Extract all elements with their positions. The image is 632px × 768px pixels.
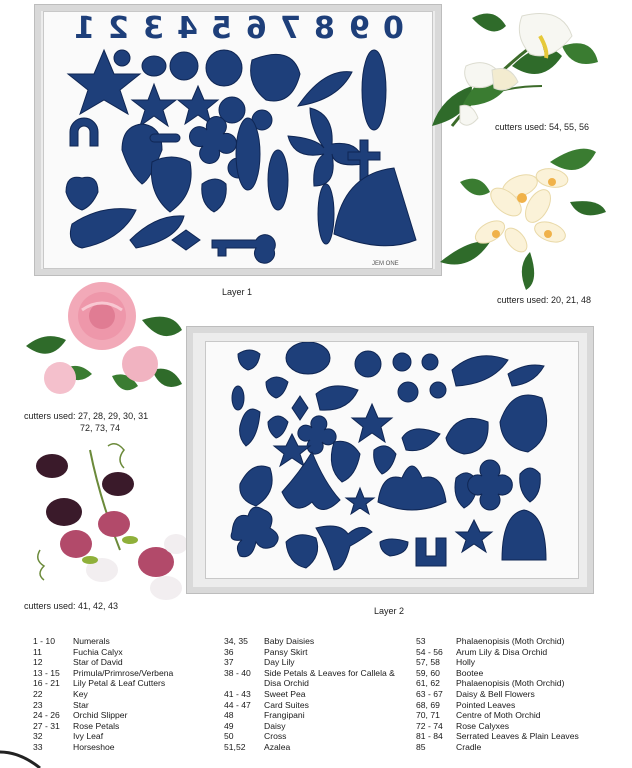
legend-description: Frangipani xyxy=(264,710,305,721)
legend-row xyxy=(33,710,173,721)
cutter-l2-cradle xyxy=(502,510,546,560)
legend-description: Holly xyxy=(456,657,476,668)
legend-row xyxy=(416,742,579,753)
legend-number: 36 xyxy=(224,646,234,657)
cutter-l2-c xyxy=(355,351,381,377)
cutter-bell xyxy=(202,179,227,212)
numeral-cutter: 9 xyxy=(348,11,370,46)
legend-row xyxy=(416,700,579,711)
numeral-row xyxy=(74,12,404,46)
legend-description: Centre of Moth Orchid xyxy=(456,710,541,721)
legend-description: Disa Orchid xyxy=(264,678,309,689)
legend-row xyxy=(224,721,395,732)
numeral-cutter: 4 xyxy=(177,11,198,46)
cutter-l2-dd xyxy=(380,539,408,556)
legend-row xyxy=(224,689,395,700)
legend-description: Side Petals & Leaves for Callela & xyxy=(264,667,395,678)
cutter-l2-clover xyxy=(231,507,278,557)
legend-description: Serrated Leaves & Plain Leaves xyxy=(456,731,579,742)
cutter-l2-i xyxy=(232,386,244,410)
cutter-horseshoe xyxy=(70,118,98,146)
legend-row xyxy=(33,731,173,742)
cutter-l2-r xyxy=(446,418,488,454)
legend-description: Fuchia Calyx xyxy=(73,646,123,657)
cutter-l2-q xyxy=(402,429,440,451)
legend-description: Daisy & Bell Flowers xyxy=(456,688,535,699)
cutter-l2-star4 xyxy=(456,520,492,552)
cutter-l2-n xyxy=(240,409,260,446)
frangipani-image xyxy=(430,142,610,292)
legend-number xyxy=(224,678,264,689)
legend-description: Lily Petal & Leaf Cutters xyxy=(73,678,166,689)
legend-number: 54 - 56 xyxy=(416,646,443,657)
legend-row xyxy=(224,678,395,689)
legend-number: 34, 35 xyxy=(224,636,248,646)
legend-description: Cradle xyxy=(456,741,482,752)
legend-number: 63 - 67 xyxy=(416,688,443,699)
legend-row xyxy=(224,636,395,647)
cutter-l2-v xyxy=(240,466,272,506)
cutter-l2-bootee xyxy=(416,538,446,566)
legend-description: Star of David xyxy=(73,657,123,668)
legend-description: Phalaenopisis (Moth Orchid) xyxy=(456,636,565,646)
layer-2-cutters xyxy=(212,342,572,578)
legend-description: Star xyxy=(73,699,89,710)
numeral-cutter: 1 xyxy=(74,11,95,46)
cutter-oval xyxy=(142,56,166,76)
sweet-pea-image xyxy=(30,440,190,600)
legend-description: Bootee xyxy=(456,667,484,678)
legend-description: Daisy xyxy=(264,720,286,731)
cutter-leaf-a xyxy=(236,118,260,190)
cutter-leaf-b xyxy=(268,150,288,210)
cutter-l2-bb xyxy=(286,535,318,568)
legend-number: 24 - 26 xyxy=(33,710,60,721)
legend-row xyxy=(224,731,395,742)
legend-description: Horseshoe xyxy=(73,741,115,752)
tray-brand-label: JEM ONE xyxy=(372,261,399,267)
legend-row xyxy=(33,700,173,711)
layer-2-label: Layer 2 xyxy=(374,606,405,616)
cutter-l2-o xyxy=(268,416,288,438)
legend-number: 23 xyxy=(33,699,43,710)
cutter-l2-s xyxy=(500,395,547,452)
legend-row xyxy=(416,721,579,732)
cutter-l2-f xyxy=(452,356,508,386)
legend-number: 59, 60 xyxy=(416,667,440,678)
cutter-l2-star3 xyxy=(346,488,374,514)
legend-number: 27 - 31 xyxy=(33,720,60,731)
cutter-round xyxy=(170,52,198,80)
legend-description: Ivy Leaf xyxy=(73,731,104,742)
corner-decoration xyxy=(0,748,60,768)
sweet-pea-caption: cutters used: 41, 42, 43 xyxy=(24,601,119,611)
legend-description: Cross xyxy=(264,731,287,742)
numeral-cutter: 5 xyxy=(211,11,233,46)
cutter-star-small xyxy=(132,84,176,126)
legend-number: 16 - 21 xyxy=(33,678,60,689)
numeral-cutter: 2 xyxy=(108,11,130,46)
legend-row xyxy=(416,689,579,700)
legend-description: Rose Petals xyxy=(73,720,120,731)
legend-description: Pointed Leaves xyxy=(456,699,516,710)
legend-row xyxy=(33,721,173,732)
legend-number: 44 - 47 xyxy=(224,699,251,710)
legend-number: 37 xyxy=(224,657,234,668)
legend-number: 41 - 43 xyxy=(224,688,251,699)
legend-row xyxy=(224,668,395,679)
legend-row xyxy=(416,668,579,679)
cutter-diamond xyxy=(172,230,200,250)
calla-lily-image xyxy=(422,6,602,156)
legend-column-2 xyxy=(224,636,395,753)
cutter-shield xyxy=(151,157,191,212)
legend-row xyxy=(224,657,395,668)
cutter-l2-l xyxy=(316,386,358,410)
legend-row xyxy=(224,647,395,658)
rose-caption-line2: 72, 73, 74 xyxy=(80,423,121,433)
legend-row xyxy=(33,657,173,668)
legend-number: 57, 58 xyxy=(416,657,440,668)
rose-image xyxy=(22,280,188,410)
legend-description: Numerals xyxy=(73,636,110,646)
cutter-slipper xyxy=(334,168,416,246)
legend-number: 22 xyxy=(33,688,43,699)
legend-description: Primula/Primrose/Verbena xyxy=(73,667,174,678)
cutter-l2-cc xyxy=(316,526,372,570)
legend-row xyxy=(224,710,395,721)
cutter-round-large xyxy=(206,50,242,86)
cutter-l2-aa xyxy=(520,468,541,502)
cutter-l2-k xyxy=(430,382,446,398)
legend-row xyxy=(416,731,579,742)
legend-number: 1 - 10 xyxy=(33,636,55,646)
cutter-heart xyxy=(66,177,98,210)
legend-row xyxy=(416,636,579,647)
legend-row xyxy=(416,657,579,668)
legend-number: 38 - 40 xyxy=(224,667,251,678)
legend-number: 33 xyxy=(33,741,43,752)
legend-row xyxy=(33,678,173,689)
legend-description: Orchid Slipper xyxy=(73,710,128,721)
legend-description: Pansy Skirt xyxy=(264,646,308,657)
legend-number: 81 - 84 xyxy=(416,731,443,742)
cutter-l2-x xyxy=(378,466,446,510)
legend-row xyxy=(416,647,579,658)
legend-number: 51,52 xyxy=(224,741,246,752)
cutter-l2-d xyxy=(393,353,411,371)
legend-description: Day Lily xyxy=(264,657,295,668)
legend-row xyxy=(416,678,579,689)
legend-number: 70, 71 xyxy=(416,710,440,721)
legend-number: 32 xyxy=(33,731,43,742)
cutter-l2-m xyxy=(292,396,308,420)
numeral-cutter: 0 xyxy=(383,11,404,46)
layer-1-cutters xyxy=(42,44,432,264)
cutter-petal-a xyxy=(70,209,136,248)
legend-row xyxy=(224,700,395,711)
legend-column-1 xyxy=(33,636,173,753)
cutter-l2-b xyxy=(286,342,330,374)
legend-description: Sweet Pea xyxy=(264,688,306,699)
legend-description: Key xyxy=(73,688,88,699)
cutter-petal-long xyxy=(298,72,352,106)
cutter-l2-a xyxy=(238,350,260,370)
cutter-l2-star xyxy=(352,404,392,442)
numeral-cutter: 7 xyxy=(280,11,301,46)
cutter-leaf-tall xyxy=(362,50,386,130)
cutter-l2-g xyxy=(508,365,544,386)
layer-1-label: Layer 1 xyxy=(222,287,253,297)
legend-number: 53 xyxy=(416,636,426,646)
legend-description: Card Suites xyxy=(264,699,309,710)
legend-row xyxy=(224,742,395,753)
rose-caption-line1: cutters used: 27, 28, 29, 30, 31 xyxy=(24,411,149,421)
legend-description: Arum Lily & Disa Orchid xyxy=(456,646,548,657)
legend-number: 11 xyxy=(33,646,42,657)
cutter-l2-z xyxy=(468,460,513,510)
legend-number: 68, 69 xyxy=(416,699,440,710)
legend-row xyxy=(33,668,173,679)
legend-column-3 xyxy=(416,636,579,753)
cutter-flower xyxy=(190,117,237,164)
cutter-l2-h xyxy=(266,377,288,398)
cutter-teardrop xyxy=(251,54,300,101)
legend-number: 61, 62 xyxy=(416,678,440,689)
frangipani-caption: cutters used: 20, 21, 48 xyxy=(497,295,592,305)
cutter-circle-small xyxy=(114,50,130,66)
cutter-l2-t xyxy=(331,441,360,482)
legend-number: 50 xyxy=(224,731,234,742)
cutter-l2-u xyxy=(374,446,396,474)
cutter-x-petal xyxy=(288,108,364,186)
legend-number: 13 - 15 xyxy=(33,667,60,678)
numeral-cutter: 6 xyxy=(245,11,267,46)
legend-row xyxy=(33,647,173,658)
legend-number: 72 - 74 xyxy=(416,720,443,731)
legend-description: Rose Calyxes xyxy=(456,720,510,731)
legend-number: 48 xyxy=(224,710,234,721)
cutter-bar xyxy=(150,134,180,142)
numeral-cutter: 8 xyxy=(314,11,336,46)
numeral-cutter: 3 xyxy=(142,11,164,46)
cutter-l2-j xyxy=(398,382,418,402)
legend-number: 12 xyxy=(33,657,43,668)
cutter-l2-e xyxy=(422,354,438,370)
calla-caption: cutters used: 54, 55, 56 xyxy=(495,122,590,132)
legend-description: Azalea xyxy=(264,741,291,752)
legend-description: Phalaenopisis (Moth Orchid) xyxy=(456,678,565,689)
cutter-key xyxy=(212,235,275,264)
legend-row xyxy=(33,636,173,647)
cutter-leaf-c xyxy=(318,184,334,244)
legend-description: Baby Daisies xyxy=(264,636,315,646)
legend-row xyxy=(416,710,579,721)
legend-row xyxy=(33,689,173,700)
legend-number: 49 xyxy=(224,720,234,731)
legend-number: 85 xyxy=(416,741,426,752)
